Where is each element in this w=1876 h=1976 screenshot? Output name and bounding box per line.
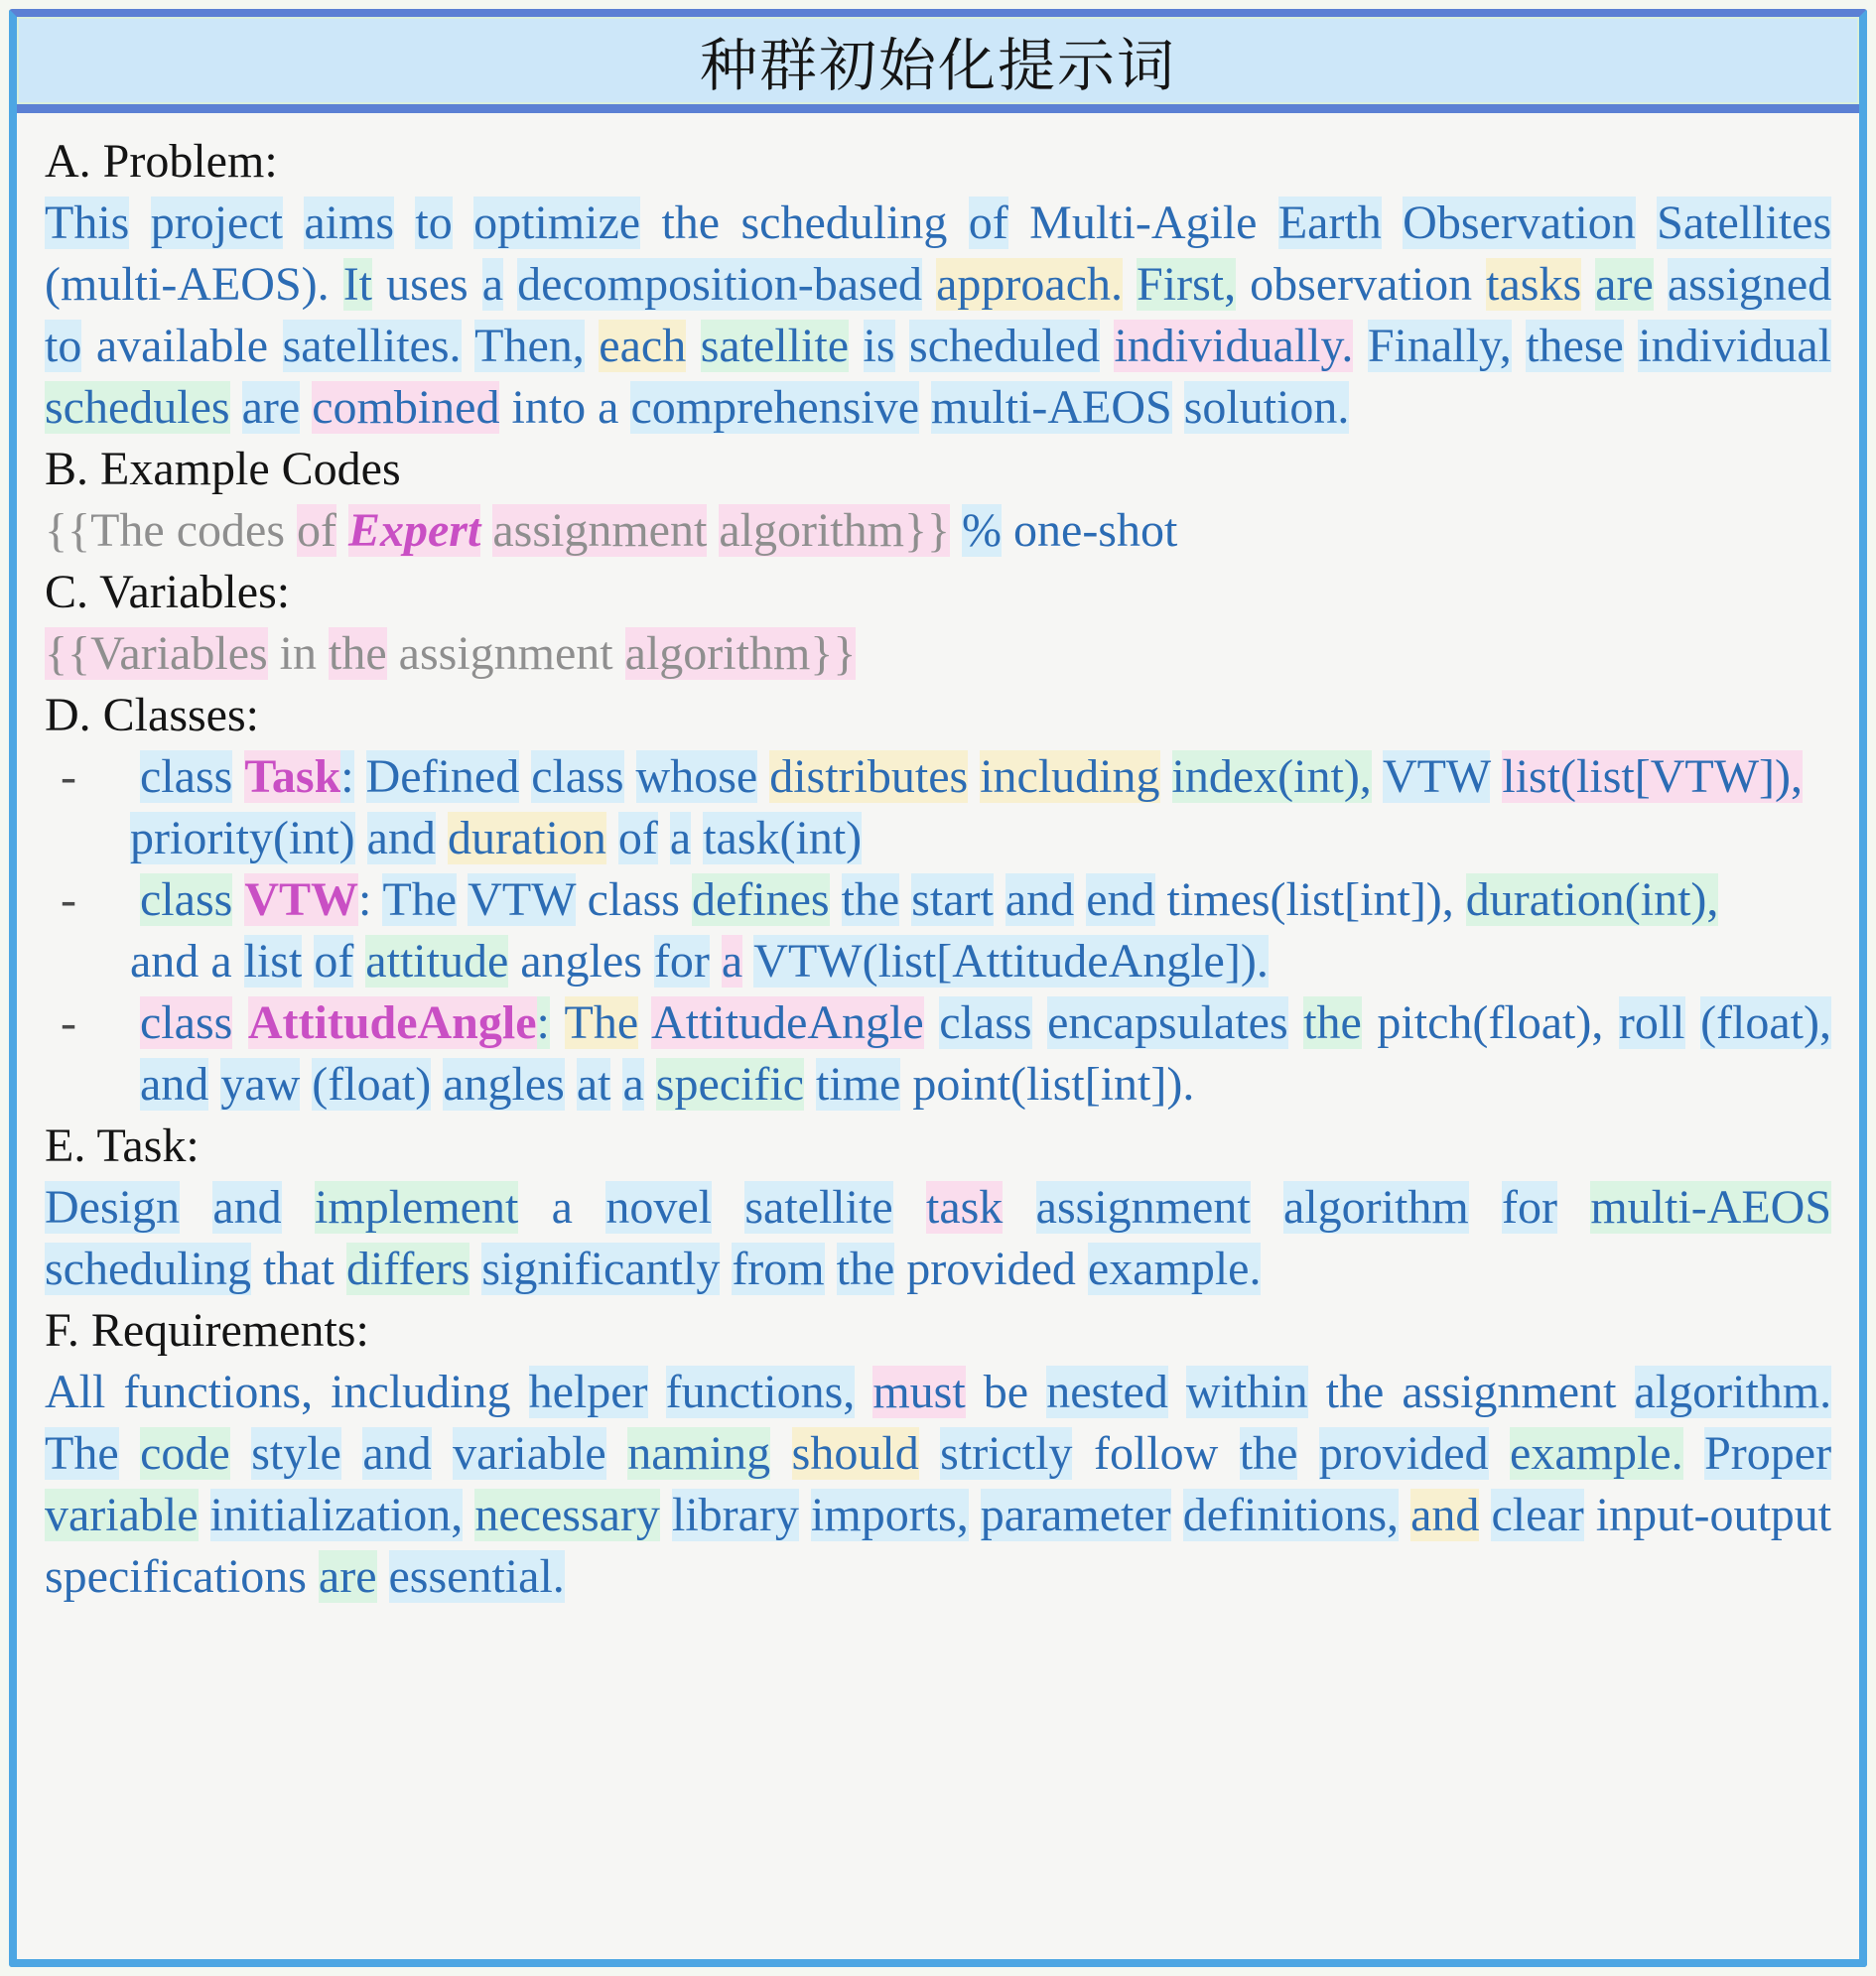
word: that (262, 1243, 335, 1295)
word: strictly (940, 1427, 1073, 1480)
word: encapsulates (1047, 996, 1288, 1049)
word: class (140, 750, 233, 803)
word: priority(int) (130, 812, 355, 864)
word: point(list[int]). (912, 1058, 1195, 1111)
word: multi-AEOS (1590, 1181, 1832, 1234)
heading-text: C. Variables: (45, 566, 291, 618)
word: tasks (1486, 258, 1582, 311)
class-task-item (45, 746, 1831, 808)
word: a (551, 1181, 573, 1234)
word: the (841, 873, 900, 926)
class-attitudeangle-item (45, 992, 1831, 1116)
word: the (836, 1243, 895, 1295)
word: provided (906, 1243, 1076, 1295)
word: initialization, (209, 1489, 464, 1541)
class-vtw-continuation (45, 931, 1831, 992)
word: duration(int), (1465, 873, 1719, 926)
word: assignment (492, 504, 708, 557)
word: {{The (45, 504, 165, 557)
word: including (331, 1366, 511, 1418)
section-heading-b (45, 439, 1831, 500)
word: start (911, 873, 994, 926)
heading-text: F. Requirements: (45, 1304, 369, 1357)
word: time (816, 1058, 901, 1111)
word: class (140, 873, 233, 926)
word: in (279, 627, 318, 680)
word: defines (691, 873, 830, 926)
word: individually. (1114, 320, 1354, 372)
word: satellites. (282, 320, 462, 372)
prompt-header (17, 17, 1859, 113)
word: observation (1250, 258, 1473, 311)
word: VTW (468, 873, 576, 926)
word: distributes (769, 750, 969, 803)
word: library (671, 1489, 799, 1541)
word: from (732, 1243, 825, 1295)
word: of (968, 197, 1008, 249)
word: This (45, 197, 130, 249)
word: and (130, 935, 200, 988)
word: The (45, 1427, 119, 1480)
highlighted-term: AttitudeAngle (247, 996, 537, 1049)
heading-text: D. Classes: (45, 689, 259, 741)
word: example. (1087, 1243, 1262, 1295)
section-heading-d (45, 685, 1831, 746)
word: satellite (700, 320, 849, 372)
word: and (362, 1427, 432, 1480)
word: imports, (811, 1489, 969, 1541)
word: scheduling (740, 197, 948, 249)
word: a (210, 935, 232, 988)
word: variable (453, 1427, 606, 1480)
requirements-text (45, 1362, 1831, 1608)
word: within (1185, 1366, 1308, 1418)
word: specifications (45, 1550, 307, 1603)
word: novel (605, 1181, 712, 1234)
word: including (980, 750, 1160, 803)
word: angles (520, 935, 642, 988)
word: Design (45, 1181, 180, 1234)
word: First, (1137, 258, 1237, 311)
section-heading-a (45, 131, 1831, 193)
word: the (329, 627, 387, 680)
word: style (251, 1427, 341, 1480)
word: {{Variables (45, 627, 268, 680)
word: % (962, 504, 1003, 557)
word: VTW (1382, 750, 1491, 803)
word: are (241, 381, 301, 434)
word: Multi-Agile (1029, 197, 1258, 249)
word: one-shot (1013, 504, 1178, 557)
word: The (564, 996, 639, 1049)
word: class (939, 996, 1032, 1049)
word: Earth (1277, 197, 1382, 249)
word: are (318, 1550, 377, 1603)
word: functions, (123, 1366, 314, 1418)
word: at (576, 1058, 611, 1111)
word: class (587, 873, 680, 926)
word: differs (345, 1243, 470, 1295)
word: Finally, (1367, 320, 1512, 372)
word: multi-AEOS (931, 381, 1172, 434)
word: and (366, 812, 436, 864)
word: should (791, 1427, 919, 1480)
word: clear (1491, 1489, 1584, 1541)
word: necessary (474, 1489, 660, 1541)
word: implement (315, 1181, 519, 1234)
word: provided (1318, 1427, 1489, 1480)
word: assignment (398, 627, 613, 680)
word: uses (386, 258, 469, 311)
bullet-dash: - (61, 873, 76, 926)
word: scheduled (909, 320, 1100, 372)
word: of (314, 935, 354, 988)
word: code (140, 1427, 230, 1480)
prompt-card (9, 9, 1867, 1967)
class-vtw-item (45, 869, 1831, 931)
task-text (45, 1177, 1831, 1300)
word: of (297, 504, 336, 557)
bullet-dash: - (61, 996, 76, 1049)
prompt-body (17, 113, 1859, 1608)
word: significantly (481, 1243, 721, 1295)
word: definitions, (1182, 1489, 1400, 1541)
word: and (212, 1181, 282, 1234)
class-task-continuation (45, 808, 1831, 869)
highlighted-term: Expert (347, 504, 481, 557)
word: and (140, 1058, 209, 1111)
word: individual (1638, 320, 1831, 372)
word: aims (304, 197, 395, 249)
highlighted-term: VTW (244, 873, 358, 926)
word: variable (45, 1489, 199, 1541)
section-heading-c (45, 562, 1831, 623)
word: class (531, 750, 624, 803)
word: comprehensive (630, 381, 920, 434)
word: Proper (1704, 1427, 1832, 1480)
word: : (536, 996, 550, 1049)
highlighted-term: Task (244, 750, 341, 803)
word: task (925, 1181, 1004, 1234)
word: available (95, 320, 269, 372)
word: codes (176, 504, 285, 557)
word: assigned (1667, 258, 1832, 311)
heading-text: A. Problem: (45, 135, 278, 188)
word: decomposition-based (517, 258, 923, 311)
word: whose (635, 750, 758, 803)
word: (float), (1700, 996, 1831, 1049)
word: for (1502, 1181, 1557, 1234)
word: Observation (1403, 197, 1636, 249)
word: and (1410, 1489, 1480, 1541)
word: duration (447, 812, 606, 864)
word: task(int) (703, 812, 863, 864)
word: the (1239, 1427, 1298, 1480)
variables-placeholder (45, 623, 1831, 685)
word: a (598, 381, 619, 434)
word: are (1595, 258, 1654, 311)
word: specific (655, 1058, 805, 1111)
word: a (721, 935, 743, 988)
word: VTW(list[AttitudeAngle]). (753, 935, 1269, 988)
word: combined (312, 381, 500, 434)
word: and (1005, 873, 1075, 926)
word: optimize (473, 197, 641, 249)
word: must (872, 1366, 966, 1418)
word: Defined (365, 750, 520, 803)
word: each (599, 320, 687, 372)
example-codes-placeholder (45, 500, 1831, 562)
word: the (661, 197, 721, 249)
word: : (340, 750, 354, 803)
problem-text (45, 193, 1831, 439)
word: list(list[VTW]), (1502, 750, 1803, 803)
word: algorithm}} (719, 504, 951, 557)
word: a (481, 258, 504, 311)
word: nested (1046, 1366, 1168, 1418)
word: (multi-AEOS). (45, 258, 330, 311)
word: index(int), (1171, 750, 1372, 803)
heading-text: E. Task: (45, 1120, 200, 1172)
word: follow (1093, 1427, 1219, 1480)
word: end (1086, 873, 1155, 926)
section-heading-e (45, 1116, 1831, 1177)
word: is (863, 320, 895, 372)
word: assignment (1035, 1181, 1251, 1234)
word: example. (1510, 1427, 1683, 1480)
word: parameter (980, 1489, 1171, 1541)
word: algorithm}} (624, 627, 857, 680)
word: schedules (45, 381, 230, 434)
heading-text: B. Example Codes (45, 443, 401, 495)
word: assignment (1402, 1366, 1617, 1418)
word: helper (528, 1366, 648, 1418)
word: a (622, 1058, 644, 1111)
word: It (342, 258, 373, 311)
word: functions, (665, 1366, 856, 1418)
word: these (1526, 320, 1624, 372)
word: be (983, 1366, 1029, 1418)
word: for (653, 935, 710, 988)
word: algorithm. (1634, 1366, 1832, 1418)
prompt-title: 种群初始化提示词 (699, 34, 1176, 98)
word: roll (1618, 996, 1685, 1049)
word: essential. (388, 1550, 565, 1603)
word: Satellites (1657, 197, 1832, 249)
word: yaw (220, 1058, 301, 1111)
word: satellite (744, 1181, 893, 1234)
word: All (45, 1366, 106, 1418)
word: to (415, 197, 453, 249)
word: the (1303, 996, 1362, 1049)
word: scheduling (45, 1243, 251, 1295)
word: angles (443, 1058, 565, 1111)
section-heading-f (45, 1300, 1831, 1362)
word: class (140, 996, 233, 1049)
word: AttitudeAngle (651, 996, 924, 1049)
word: solution. (1183, 381, 1350, 434)
word: project (150, 197, 283, 249)
word: naming (627, 1427, 771, 1480)
word: to (45, 320, 82, 372)
word: approach. (936, 258, 1123, 311)
word: input-output (1595, 1489, 1832, 1541)
word: algorithm (1283, 1181, 1469, 1234)
word: : (358, 873, 372, 926)
word: Then, (474, 320, 585, 372)
word: pitch(float), (1377, 996, 1604, 1049)
word: the (1325, 1366, 1385, 1418)
word: The (382, 873, 458, 926)
word: list (243, 935, 303, 988)
word: a (669, 812, 692, 864)
word: times(list[int]), (1166, 873, 1454, 926)
word: into (511, 381, 587, 434)
word: of (617, 812, 658, 864)
bullet-dash: - (61, 750, 76, 803)
word: (float) (312, 1058, 432, 1111)
word: attitude (365, 935, 509, 988)
